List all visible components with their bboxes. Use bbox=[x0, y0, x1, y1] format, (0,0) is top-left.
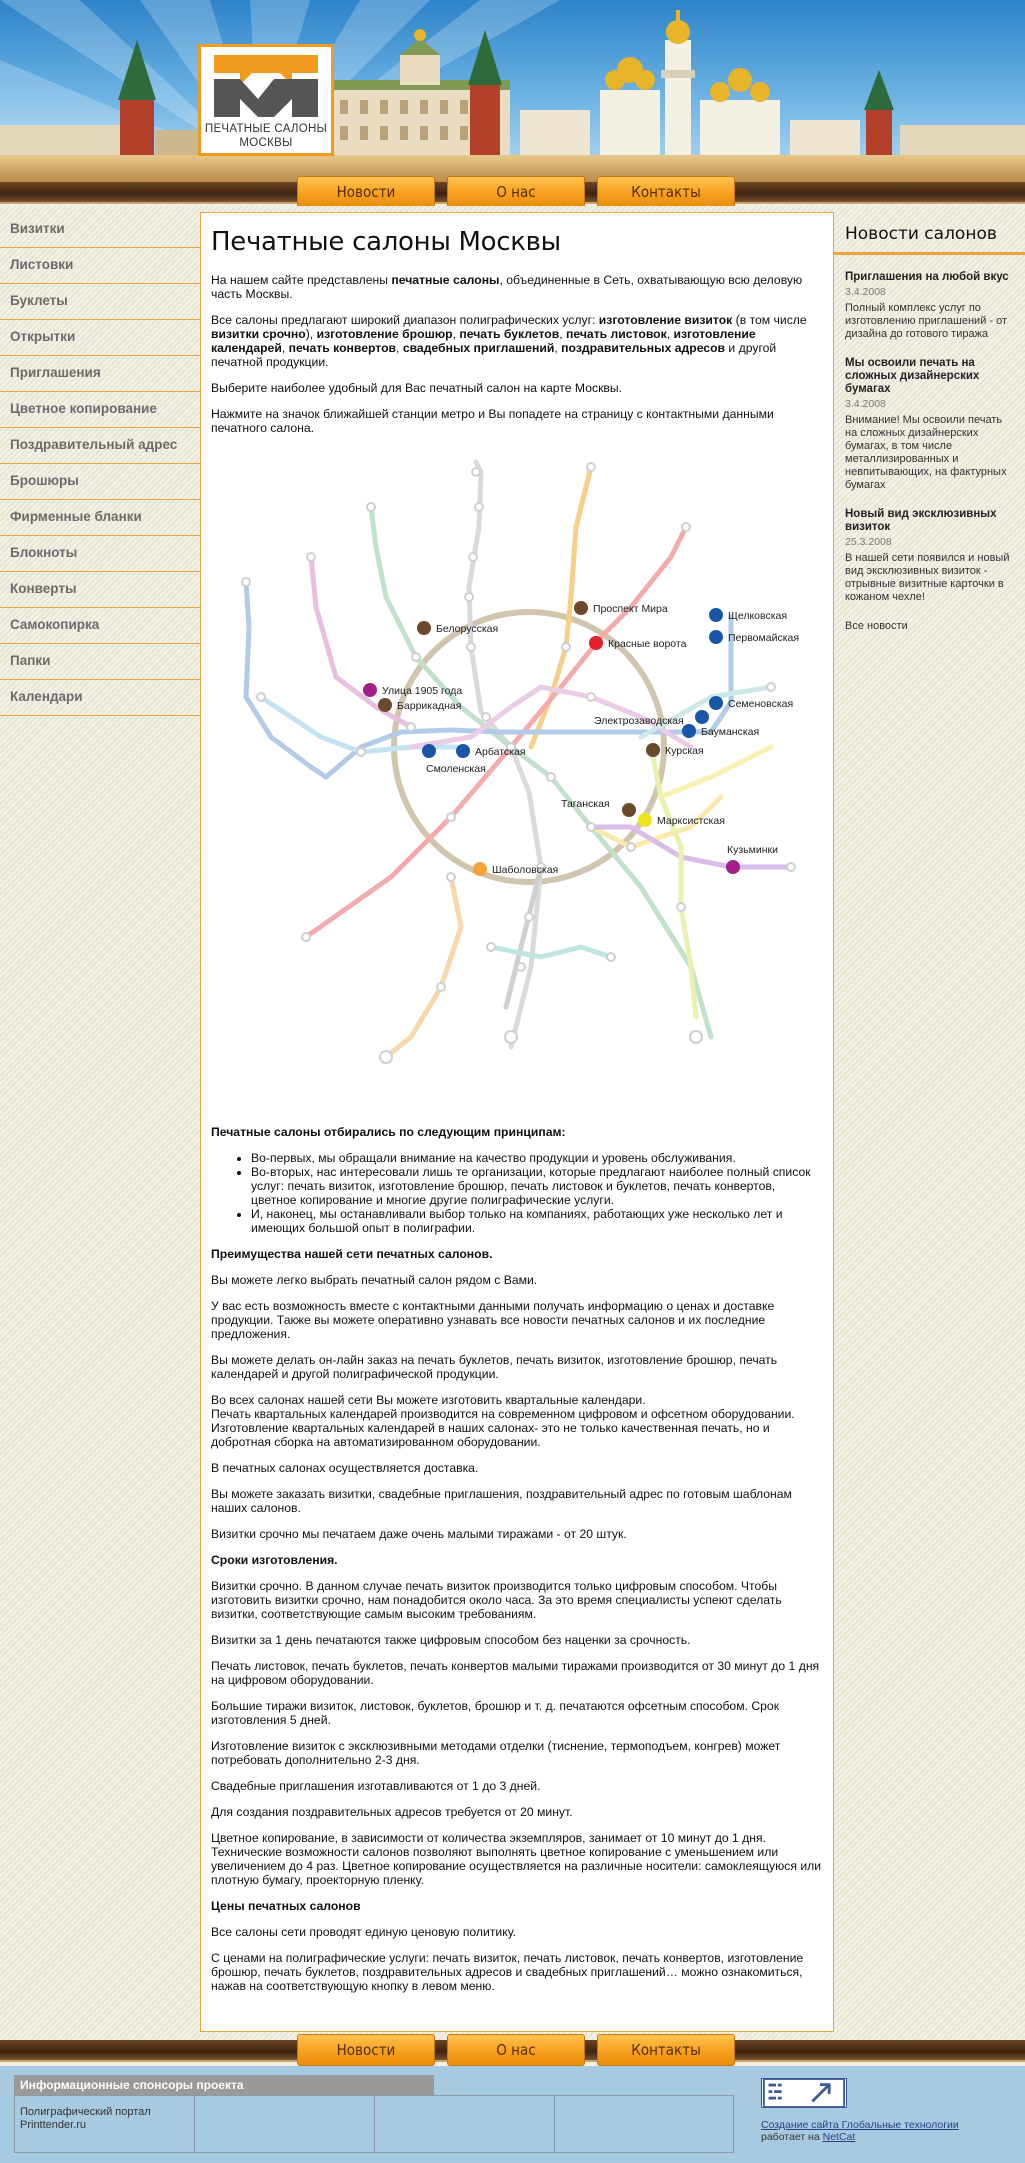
nav-about-button[interactable]: О нас bbox=[447, 176, 585, 208]
paragraph: Большие тиражи визиток, листовок, буклетов, брошюр и т. д. печатаются офсетным способом. Срок изготовления 5 дней. bbox=[211, 1699, 780, 1727]
intro-paragraph-4: Нажмите на значок ближайшей станции метро и Вы попадете на страницу с контактными данными печатного салона. bbox=[211, 407, 774, 435]
principles-heading: Печатные салоны отбирались по следующим принципам: bbox=[211, 1125, 566, 1139]
credit-text: Создание сайта Глобальные технологии работает на NetCat bbox=[761, 2119, 959, 2143]
netcat-link[interactable]: NetCat bbox=[822, 2131, 856, 2143]
news-title-link[interactable]: Приглашения на любой вкус bbox=[845, 271, 1009, 283]
paragraph: Визитки за 1 день печатаются также цифровым способом без наценки за срочность. bbox=[211, 1633, 691, 1647]
news-title-link[interactable]: Мы освоили печать на сложных дизайнерских бумагах bbox=[845, 357, 980, 395]
bottom-nav-about-button[interactable]: О нас bbox=[447, 2034, 585, 2066]
station-label-marksistskaya[interactable]: Марксистская bbox=[657, 815, 725, 827]
developer-link[interactable]: Создание сайта Глобальные технологии bbox=[761, 2119, 959, 2131]
station-shabolovskaya[interactable] bbox=[473, 862, 487, 876]
station-label-pervomayskaya[interactable]: Первомайская bbox=[728, 632, 800, 644]
sponsor-cell-empty bbox=[195, 2096, 375, 2152]
station-semenovskaya[interactable] bbox=[709, 696, 723, 710]
station-krasnye-vorota[interactable] bbox=[589, 636, 603, 650]
terms-heading: Сроки изготовления. bbox=[211, 1553, 338, 1567]
station-arbatskaya-2[interactable] bbox=[422, 744, 436, 758]
station-prospekt-mira[interactable] bbox=[574, 601, 588, 615]
station-baumanskaya[interactable] bbox=[682, 724, 696, 738]
news-text: Внимание! Мы освоили печать на сложных дизайнерских бумагах, в том числе металлизированных и невпитывающих, на фактурных бумагах bbox=[845, 414, 1007, 491]
list-item: • И, наконец, мы останавливали выбор только на компаниях, работающих уже несколько лет и имеющих большой опыт в полиграфии. bbox=[251, 1207, 823, 1235]
paragraph: Визитки срочно. В данном случае печать визиток производится только цифровым способом. Чтобы изготовить визитки срочно, нам понадобится около часа. За это время специалисты успеют сделать визитки, соответствующие самым высоким требованиям. bbox=[211, 1579, 782, 1621]
station-barrikadnaya[interactable] bbox=[378, 698, 392, 712]
sidebar-item-calendars[interactable]: Календари bbox=[0, 680, 200, 716]
paragraph: В печатных салонах осуществляется доставка. bbox=[211, 1461, 479, 1475]
news-item bbox=[845, 271, 1017, 341]
sidebar-item-brochures[interactable]: Брошюры bbox=[0, 464, 200, 500]
station-label-ulitsa-1905-goda[interactable]: Улица 1905 года bbox=[382, 685, 463, 697]
station-label-shchelkovskaya[interactable]: Щелковская bbox=[728, 610, 788, 622]
station-pervomayskaya[interactable] bbox=[709, 630, 723, 644]
news-text: В нашей сети появился и новый вид эксклюзивных визиток - отрывные визитные карточки в кожаном чехле! bbox=[845, 552, 1010, 603]
sponsor-link[interactable]: Printtender.ru bbox=[20, 2119, 87, 2131]
station-kurskaya[interactable] bbox=[646, 743, 660, 757]
sidebar-item-postcards[interactable]: Открытки bbox=[0, 320, 200, 356]
sidebar-item-envelopes[interactable]: Конверты bbox=[0, 572, 200, 608]
site-header bbox=[0, 0, 1025, 182]
sidebar-item-business-cards[interactable]: Визитки bbox=[0, 212, 200, 248]
advantages-heading: Преимущества нашей сети печатных салонов. bbox=[211, 1247, 493, 1261]
paragraph: Цветное копирование, в зависимости от количества экземпляров, занимает от 10 минут до 1 дня. Технические возможности салонов позволяют выполнять цветное копирование с уменьшением или увеличением до 4 раз. Цветное копирование осуществляется на различные носители: самоклеящуюся или плотную бумагу, проекторную пленку. bbox=[211, 1831, 822, 1887]
sidebar-item-booklets[interactable]: Буклеты bbox=[0, 284, 200, 320]
news-column bbox=[834, 212, 1025, 632]
station-label-baumanskaya[interactable]: Бауманская bbox=[701, 726, 760, 738]
station-shchelkovskaya[interactable] bbox=[709, 608, 723, 622]
news-column-title: Новости салонов bbox=[834, 212, 1025, 255]
sponsor-cell-empty bbox=[375, 2096, 555, 2152]
sponsor-cell[interactable] bbox=[15, 2096, 195, 2152]
nav-contacts-button[interactable]: Контакты bbox=[597, 176, 735, 208]
paragraph: Вы можете легко выбрать печатный салон рядом с Вами. bbox=[211, 1273, 538, 1287]
paragraph: Во всех салонах нашей сети Вы можете изготовить квартальные календари. Печать квартальных календарей производится на современном цифровом и офсетном оборудовании. Изготовление квартальных календарей в наших салонах- это не только качественная печать, но и добротная сборка на автоматизированном оборудовании. bbox=[211, 1393, 795, 1449]
news-date: 25.3.2008 bbox=[845, 536, 892, 548]
station-label-kurskaya[interactable]: Курская bbox=[665, 745, 704, 757]
sponsors-table bbox=[14, 2095, 734, 2153]
paragraph: С ценами на полиграфические услуги: печать визиток, печать листовок, печать конвертов, изготовление брошюр, печать буклетов, поздравительных адресов и свадебных приглашений… можно ознакомиться, нажав на соответствующую кнопку в левом меню. bbox=[211, 1951, 804, 1993]
news-text: Полный комплекс услуг по изготовлению приглашений - от дизайна до готового тиража bbox=[845, 302, 1008, 340]
station-kuzminki[interactable] bbox=[726, 860, 740, 874]
news-date: 3.4.2008 bbox=[845, 398, 886, 410]
intro-paragraph-2: Все салоны предлагают широкий диапазон полиграфических услуг: изготовление визиток (в том числе визитки срочно), изготовление брошюр, печать буклетов, печать листовок, изготовление календарей, печать конвертов, свадебных приглашений, поздравительных адресов и другой печатной продукции. bbox=[211, 313, 807, 369]
sidebar-item-color-copying[interactable]: Цветное копирование bbox=[0, 392, 200, 428]
paragraph: У вас есть возможность вместе с контактными данными получать информацию о ценах и доставке продукции. Также вы можете оперативно узнавать все новости печатных салонов и их последние предложения. bbox=[211, 1299, 775, 1341]
paragraph: Все салоны сети проводят единую ценовую политику. bbox=[211, 1925, 516, 1939]
station-label-semenovskaya[interactable]: Семеновская bbox=[728, 698, 794, 710]
sidebar-item-carbonless[interactable]: Самокопирка bbox=[0, 608, 200, 644]
news-date: 3.4.2008 bbox=[845, 286, 886, 298]
paragraph: Для создания поздравительных адресов требуется от 20 минут. bbox=[211, 1805, 573, 1819]
logo-text-line1: ПЕЧАТНЫЕ САЛОНЫ bbox=[204, 123, 328, 135]
station-label-barrikadnaya[interactable]: Баррикадная bbox=[397, 700, 462, 712]
station-label-arbatskaya[interactable]: Арбатская bbox=[475, 746, 526, 758]
main-content bbox=[200, 212, 834, 2032]
list-item: • Во-первых, мы обращали внимание на качество продукции и уровень обслуживания. bbox=[251, 1151, 823, 1165]
sidebar-item-greeting-address[interactable]: Поздравительный адрес bbox=[0, 428, 200, 464]
site-logo[interactable] bbox=[198, 44, 334, 156]
news-item bbox=[845, 508, 1017, 604]
intro-paragraph-1: На нашем сайте представлены печатные салоны, объединенные в Сеть, охватывающую всю деловую часть Москвы. bbox=[211, 273, 803, 301]
station-label-elektrozavodskaya[interactable]: Электрозаводская bbox=[594, 715, 684, 727]
paragraph: Вы можете делать он-лайн заказ на печать буклетов, печать визиток, изготовление брошюр, печать календарей и другой полиграфической продукции. bbox=[211, 1353, 778, 1381]
all-news-link[interactable]: Все новости bbox=[845, 620, 908, 632]
prices-heading: Цены печатных салонов bbox=[211, 1899, 361, 1913]
sidebar-item-folders[interactable]: Папки bbox=[0, 644, 200, 680]
station-ulitsa-1905-goda[interactable] bbox=[363, 683, 377, 697]
station-belorusskaya[interactable] bbox=[417, 621, 431, 635]
bottom-nav-news-button[interactable]: Новости bbox=[297, 2034, 435, 2066]
station-label-kuzminki[interactable]: Кузьминки bbox=[727, 844, 778, 856]
sponsor-cell-empty bbox=[555, 2096, 733, 2152]
news-title-link[interactable]: Новый вид эксклюзивных визиток bbox=[845, 508, 997, 533]
station-label-shabolovskaya[interactable]: Шаболовская bbox=[492, 864, 559, 876]
site-footer bbox=[0, 2066, 1025, 2163]
station-arbatskaya[interactable] bbox=[456, 744, 470, 758]
metro-map bbox=[211, 447, 823, 1107]
developer-logo-icon[interactable] bbox=[761, 2078, 847, 2108]
station-marksistskaya[interactable] bbox=[638, 813, 652, 827]
paragraph: Печать листовок, печать буклетов, печать конвертов малыми тиражами производится от 30 минут до 1 дня на цифровом оборудовании. bbox=[211, 1659, 820, 1687]
logo-text-line2: МОСКВЫ bbox=[239, 137, 293, 149]
station-label-taganskaya[interactable]: Таганская bbox=[561, 798, 610, 810]
sidebar-item-leaflets[interactable]: Листовки bbox=[0, 248, 200, 284]
bottom-nav-contacts-button[interactable]: Контакты bbox=[597, 2034, 735, 2066]
news-item bbox=[845, 357, 1017, 492]
paragraph: Визитки срочно мы печатаем даже очень малыми тиражами - от 20 штук. bbox=[211, 1527, 627, 1541]
developer-credit bbox=[761, 2078, 1001, 2143]
link-print-salons: печатные салоны bbox=[391, 273, 500, 287]
station-label-smolenskaya[interactable]: Смоленская bbox=[426, 763, 486, 775]
paragraph: Свадебные приглашения изготавливаются от 1 до 3 дней. bbox=[211, 1779, 541, 1793]
station-label-prospekt-mira[interactable]: Проспект Мира bbox=[593, 603, 668, 615]
paragraph: Изготовление визиток с эксклюзивными методами отделки (тиснение, термоподъем, конгрев) может потребовать дополнительно 2-3 дня. bbox=[211, 1739, 781, 1767]
station-elektrozavodskaya[interactable] bbox=[695, 710, 709, 724]
sponsor-name: Полиграфический портал bbox=[20, 2106, 151, 2118]
station-taganskaya[interactable] bbox=[622, 803, 636, 817]
station-label-belorusskaya[interactable]: Белорусская bbox=[436, 623, 499, 635]
list-item: • Во-вторых, нас интересовали лишь те организации, которые предлагают наиболее полный список услуг: печать визиток, изготовление брошюр, печать листовок и буклетов, печать конвертов, цветное копирование и многие другие полиграфические услуги. bbox=[251, 1165, 823, 1207]
principles-list bbox=[251, 1151, 823, 1235]
sponsors-heading: Информационные спонсоры проекта bbox=[14, 2075, 434, 2095]
page-title: Печатные салоны Москвы bbox=[211, 227, 561, 257]
nav-news-button[interactable]: Новости bbox=[297, 176, 435, 208]
paragraph: Вы можете заказать визитки, свадебные приглашения, поздравительный адрес по готовым шаблонам наших салонов. bbox=[211, 1487, 792, 1515]
sidebar-item-letterheads[interactable]: Фирменные бланки bbox=[0, 500, 200, 536]
sidebar-menu bbox=[0, 212, 200, 716]
intro-paragraph-3: Выберите наиболее удобный для Вас печатный салон на карте Москвы. bbox=[211, 381, 623, 395]
sidebar-item-notepads[interactable]: Блокноты bbox=[0, 536, 200, 572]
sidebar-item-invitations[interactable]: Приглашения bbox=[0, 356, 200, 392]
logo-mark-icon bbox=[214, 55, 318, 117]
station-label-krasnye-vorota[interactable]: Красные ворота bbox=[608, 638, 687, 650]
